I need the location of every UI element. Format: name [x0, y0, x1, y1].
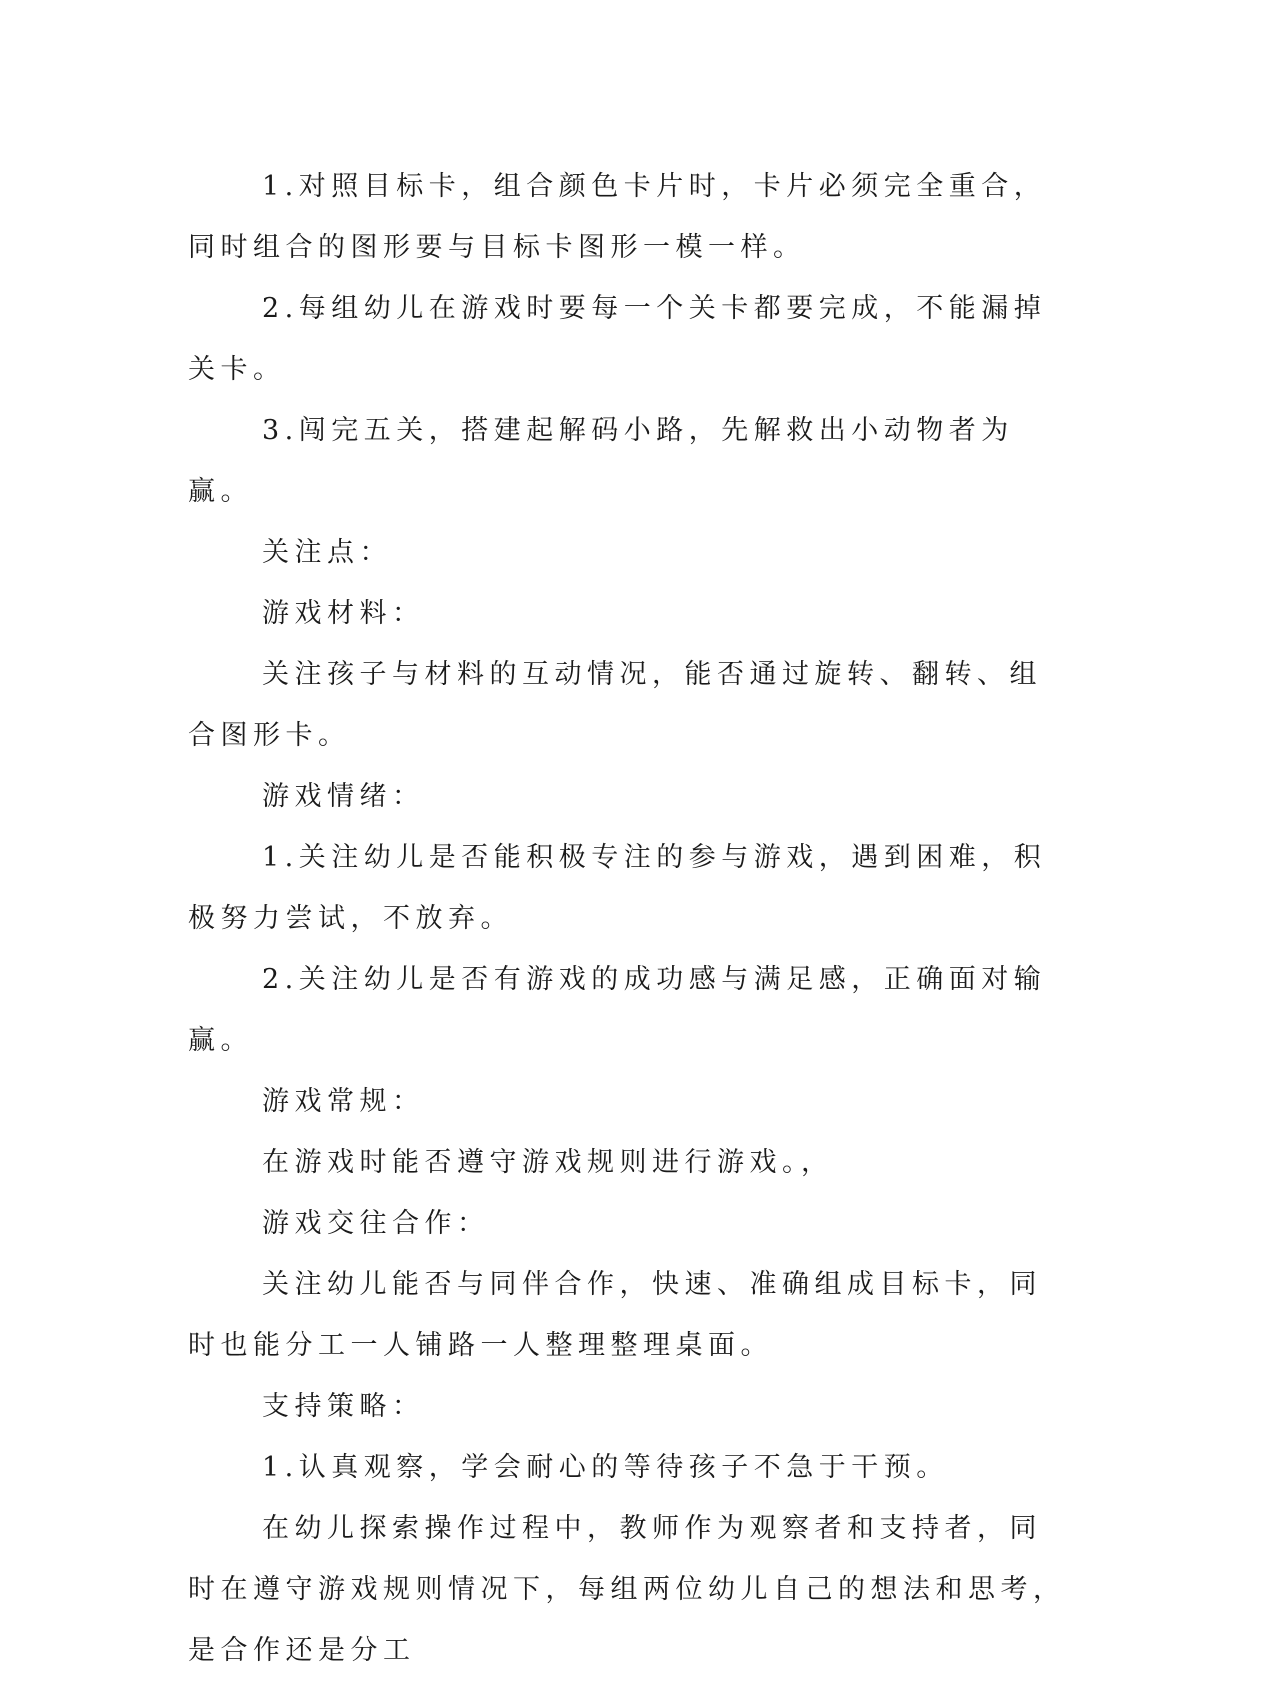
game-materials-text: 关注孩子与材料的互动情况，能否通过旋转、翻转、组合图形卡。 [188, 659, 1042, 751]
document-body [188, 156, 1068, 1681]
rule-paragraph-3: 3.闯完五关，搭建起解码小路，先解救出小动物者为赢。 [188, 415, 1014, 507]
game-emotion-heading: 游戏情绪： [262, 781, 425, 812]
support-strategy-heading: 支持策略： [262, 1391, 425, 1422]
game-emotion-item-2: 2.关注幼儿是否有游戏的成功感与满足感，正确面对输赢。 [188, 964, 1047, 1056]
support-strategy-item-1: 1.认真观察，学会耐心的等待孩子不急于干预。 [262, 1452, 949, 1483]
game-emotion-item-1: 1.关注幼儿是否能积极专注的参与游戏，遇到困难，积极努力尝试，不放弃。 [188, 842, 1047, 934]
game-materials-heading: 游戏材料： [262, 598, 425, 629]
game-routine-text: 在游戏时能否遵守游戏规则进行游戏。， [262, 1147, 834, 1178]
game-cooperation-heading: 游戏交往合作： [262, 1208, 490, 1239]
focus-points-heading: 关注点： [262, 537, 392, 568]
game-cooperation-text: 关注幼儿能否与同伴合作，快速、准确组成目标卡，同时也能分工一人铺路一人整理整理桌面。 [188, 1269, 1042, 1361]
game-routine-heading: 游戏常规： [262, 1086, 425, 1117]
rule-paragraph-1: 1.对照目标卡，组合颜色卡片时，卡片必须完全重合，同时组合的图形要与目标卡图形一模一样。 [188, 171, 1047, 263]
support-strategy-text: 在幼儿探索操作过程中，教师作为观察者和支持者，同时在遵守游戏规则情况下，每组两位幼儿自己的想法和思考，是合作还是分工 [188, 1513, 1066, 1666]
rule-paragraph-2: 2.每组幼儿在游戏时要每一个关卡都要完成，不能漏掉关卡。 [188, 293, 1047, 385]
